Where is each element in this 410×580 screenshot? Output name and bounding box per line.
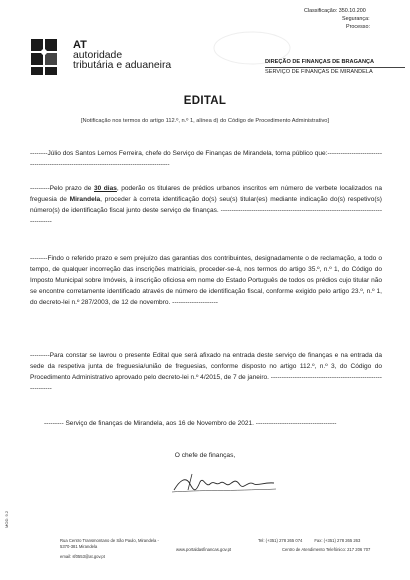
footer-email: email: sf0553@at.gov.pt xyxy=(60,554,105,559)
footer-address-block xyxy=(60,538,170,560)
deadline-days: 30 dias xyxy=(93,185,117,192)
parish-name: Mirandela xyxy=(69,196,101,203)
footer-address: Rua Centro Transmontano de São Paulo, Mirandela - 5370-381 Mirandela xyxy=(60,538,159,549)
classification-block xyxy=(304,7,404,31)
footer-tel: Tel: (+351) 278 265 074 xyxy=(258,538,303,543)
paragraph-deadline xyxy=(30,183,382,227)
paragraph-official-registration: --------Findo o referido prazo e sem prejuízo das garantias dos contribuintes, designadamente o de reclamação, a todo o tempo, de qualquer incorreção das inscrições matriciais, proceder-se-á, nos termos do artigo 35.º, n.º 1, do Código do Imposto Municipal sobre Imóveis, à inscrição oficiosa em nome do Estado Português de todos os prédios cujo titular não se encontre corretamente identificado através de número de identificação fiscal, conforme exigido pelo artigo 23.º, n.º 1, do decreto-lei n.º 287/2003, de 12 de novembro. --------------------- xyxy=(30,255,382,306)
signature-label: O chefe de finanças, xyxy=(174,452,236,459)
classification-label: Classificação: 350.10.200 xyxy=(304,8,366,14)
p2-end: , proceder à correta identificação do(s) seu(s) titular(es) mediante indicação do(s) respetivo(s) número(s) de identificação fiscal junto deste serviço de finanças. ------------------------------------------------------------------------------------ xyxy=(30,196,382,225)
p2-start: ---------Pelo prazo de xyxy=(30,185,94,192)
subtitle: [Notificação nos termos do artigo 112.º, n.º 1, alínea d) do Código de Procedimento Administrativo] xyxy=(80,118,330,124)
directorate-name: DIREÇÃO DE FINANÇAS DE BRAGANÇA xyxy=(265,58,405,68)
side-code: MOD. 9.2 xyxy=(4,510,9,528)
logo-wordmark xyxy=(73,40,193,71)
logo-line-2: tributária e aduaneira xyxy=(73,60,172,71)
process-label: Processo: xyxy=(346,24,370,30)
logo-at-text: AT xyxy=(73,39,87,51)
paragraph-intro: --------Júlio dos Santos Lemos Ferreira, chefe do Serviço de Finanças de Mirandela, torna público que:----------------------------------------------------------------------------------------- xyxy=(30,150,382,168)
page-title: EDITAL xyxy=(183,95,227,107)
handwritten-signature-icon xyxy=(170,470,280,496)
directorate-block xyxy=(265,58,405,76)
footer-call-center: Centro de Atendimento Telefónico: 217 206 707 xyxy=(282,547,371,552)
paragraph-posting: ---------Para constar se lavrou o presente Edital que será afixado na entrada deste serviço de finanças e na entrada da sede da respetiva junta de freguesia/união de freguesias, conforme disposto no artigo 112.º, n.º 3, do Código do Procedimento Administrativo aprovado pelo decreto-lei n.º 4/2015, de 7 de janeiro. ------------------------------------------------------------- xyxy=(30,352,382,392)
paragraph-date-place: --------- Serviço de finanças de Mirandela, aos 16 de Novembro de 2021. ------------------------------------- xyxy=(44,420,337,427)
footer-fax: Fax: (+351) 278 265 263 xyxy=(314,538,361,543)
logo-line-1: autoridade xyxy=(73,50,123,61)
p2-mid: , poderão os titulares de prédios urbanos inscritos em número de verbete localizados na freguesia de xyxy=(30,185,383,203)
security-label: Segurança: xyxy=(342,16,370,22)
footer-contacts xyxy=(258,538,408,553)
at-logo-icon xyxy=(30,38,70,76)
service-name: SERVIÇO DE FINANÇAS DE MIRANDELA xyxy=(265,69,373,75)
footer-website[interactable]: www.portaldasfinancas.gov.pt xyxy=(176,547,232,552)
